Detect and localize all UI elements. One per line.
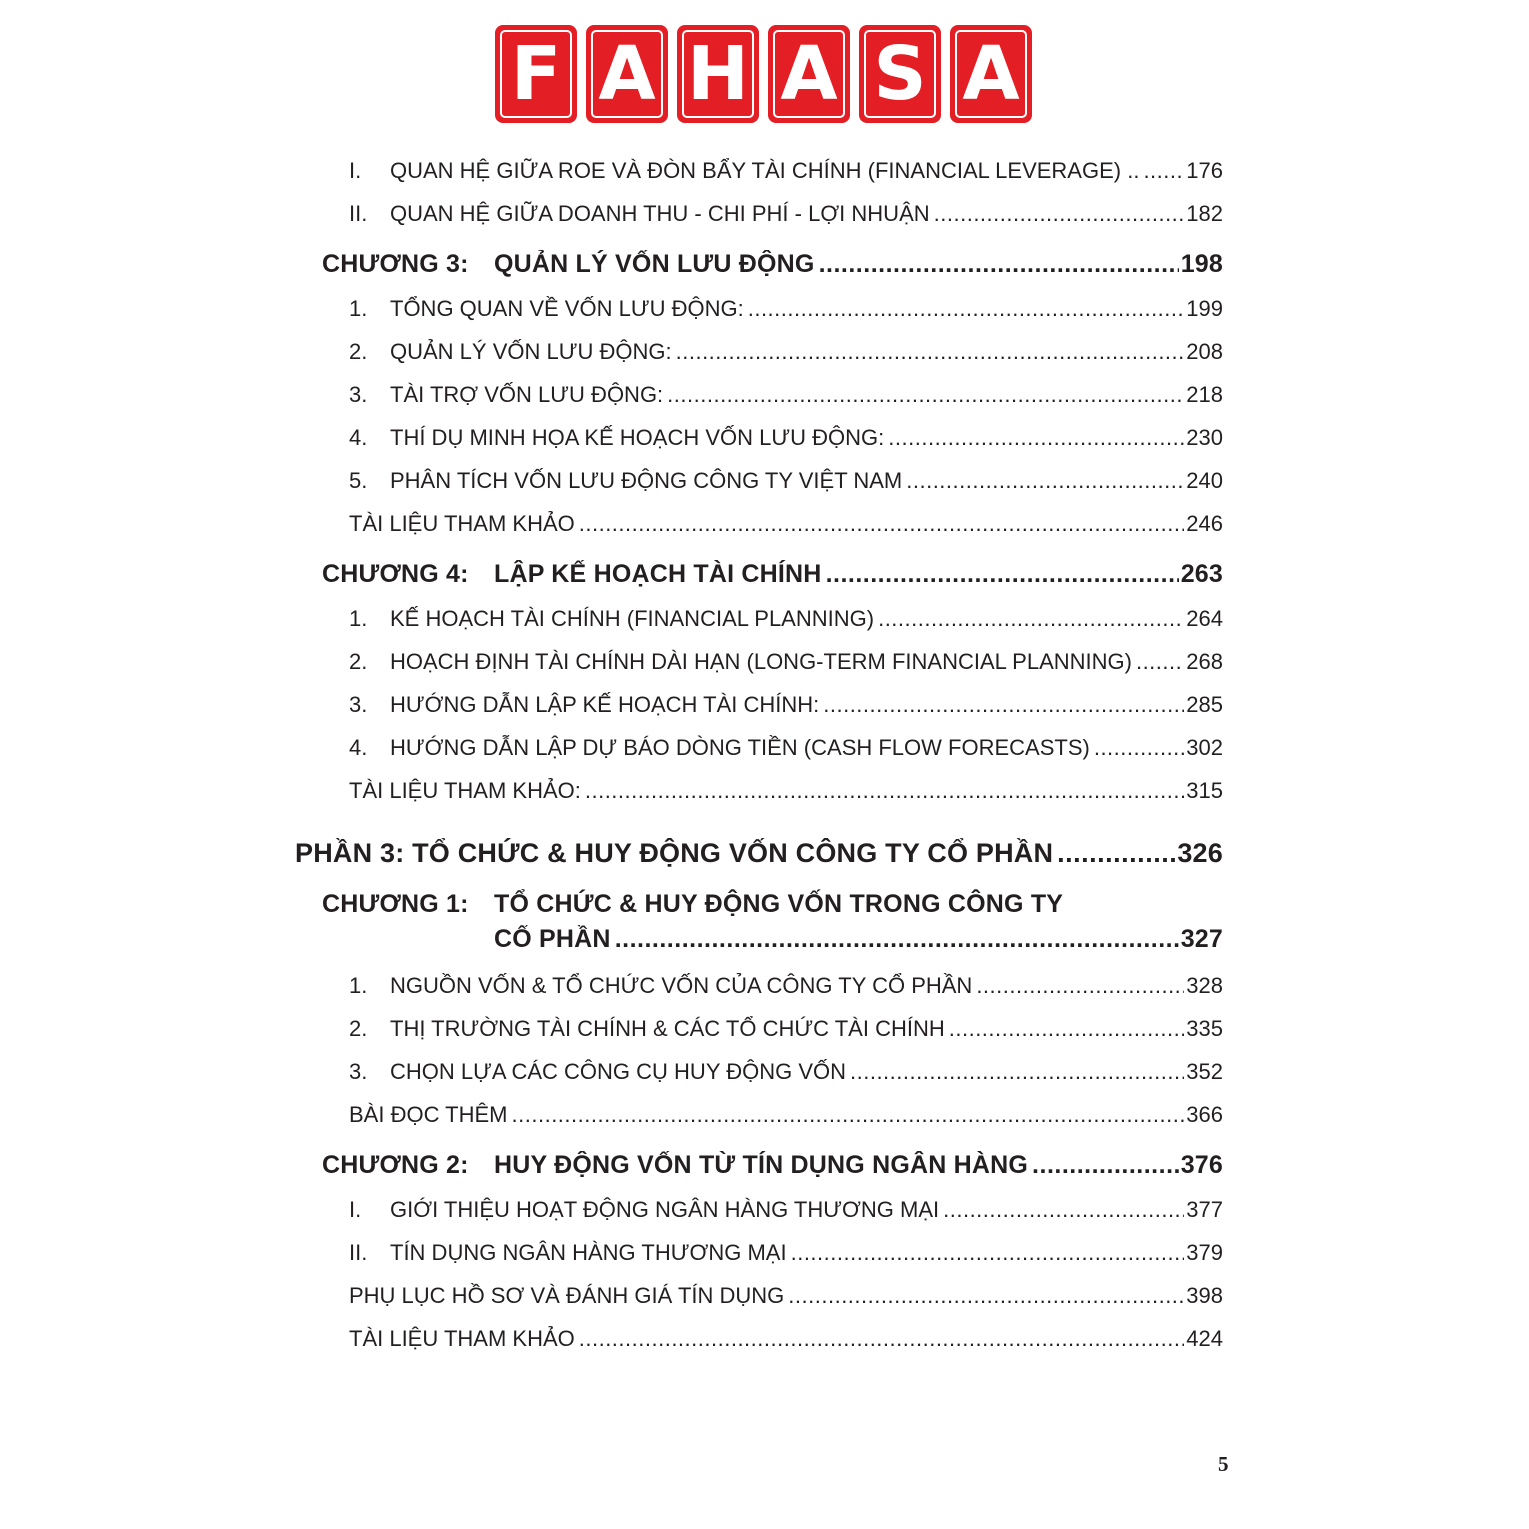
toc-dot-leader <box>934 201 1185 227</box>
toc-chapter-number: CHƯƠNG 3: <box>322 250 469 278</box>
toc-chapter-line <box>322 925 1223 954</box>
toc-entry <box>349 1102 1223 1128</box>
toc-dot-leader <box>579 1326 1185 1352</box>
toc-chapter-title-continued: CỔ PHẦN <box>494 925 611 953</box>
toc-entry-title: BÀI ĐỌC THÊM <box>349 1102 508 1127</box>
toc-page-number: 198 <box>1180 250 1223 278</box>
toc-entry <box>349 1197 1223 1223</box>
toc-entry-title: QUAN HỆ GIỮA ROE VÀ ĐÒN BẨY TÀI CHÍNH (FINANCIAL LEVERAGE) .. <box>390 158 1140 183</box>
toc-chapter-number: CHƯƠNG 1: <box>322 890 469 918</box>
page-number: 5 <box>1218 1452 1229 1476</box>
toc-entry-title: GIỚI THIỆU HOẠT ĐỘNG NGÂN HÀNG THƯƠNG MẠI <box>390 1197 940 1222</box>
toc-entry-number: 4. <box>349 735 368 760</box>
toc-page-number: 327 <box>1180 925 1223 953</box>
toc-entry-number: 3. <box>349 1059 368 1084</box>
toc-entry <box>349 1016 1223 1042</box>
toc-entry-title: TÀI LIỆU THAM KHẢO <box>349 1326 575 1351</box>
toc-dot-leader <box>943 1197 1184 1223</box>
toc-chapter-title: QUẢN LÝ VỐN LƯU ĐỘNG <box>494 250 815 278</box>
toc-chapter-number: CHƯƠNG 2: <box>322 1151 469 1179</box>
toc-dot-leader <box>823 692 1184 718</box>
toc-dot-leader <box>579 511 1185 537</box>
toc-entry <box>349 1059 1223 1085</box>
toc-entry-title: HƯỚNG DẪN LẬP DỰ BÁO DÒNG TIỀN (CASH FLOW FORECASTS) <box>390 735 1090 760</box>
toc-entry-number: 2. <box>349 339 368 364</box>
logo-letter: A <box>598 31 656 117</box>
toc-entry-number: 3. <box>349 382 368 407</box>
toc-entry-number: II. <box>349 1240 368 1265</box>
toc-dot-leader <box>791 1240 1185 1266</box>
toc-entry <box>349 606 1223 632</box>
toc-entry-title: TÀI TRỢ VỐN LƯU ĐỘNG: <box>390 382 664 407</box>
toc-chapter-heading <box>322 890 1223 954</box>
toc-page-number: 424 <box>1186 1326 1223 1351</box>
toc-page-number: 218 <box>1186 382 1223 407</box>
toc-chapter-heading <box>322 250 1223 279</box>
toc-entry-number: 2. <box>349 1016 368 1041</box>
toc-entry <box>349 1283 1223 1309</box>
toc-entry-title: QUẢN LÝ VỐN LƯU ĐỘNG: <box>390 339 672 364</box>
toc-chapter-title: LẬP KẾ HOẠCH TÀI CHÍNH <box>494 560 822 588</box>
toc-chapter-heading <box>322 560 1223 589</box>
toc-dot-leader <box>1032 1151 1179 1180</box>
toc-dot-leader <box>1057 838 1175 869</box>
toc-page-number: 240 <box>1186 468 1223 493</box>
toc-entry <box>349 296 1223 322</box>
toc-entry-title: TÀI LIỆU THAM KHẢO: <box>349 778 581 803</box>
toc-entry-title: QUAN HỆ GIỮA DOANH THU - CHI PHÍ - LỢI NHUẬN <box>390 201 930 226</box>
toc-entry <box>349 201 1223 227</box>
toc-page-number: 176 <box>1186 158 1223 183</box>
toc-entry-title: CHỌN LỰA CÁC CÔNG CỤ HUY ĐỘNG VỐN <box>390 1059 846 1084</box>
toc-entry <box>349 1326 1223 1352</box>
toc-page-number: 182 <box>1186 201 1223 226</box>
toc-page-number: 246 <box>1186 511 1223 536</box>
toc-dot-leader <box>585 778 1184 804</box>
toc-dot-leader <box>976 973 1184 999</box>
toc-entry <box>349 735 1223 761</box>
toc-part-title: PHẦN 3: TỔ CHỨC & HUY ĐỘNG VỐN CÔNG TY CỔ PHẦN <box>295 838 1054 868</box>
toc-page-number: 326 <box>1177 838 1223 868</box>
toc-page-number: 352 <box>1186 1059 1223 1084</box>
toc-entry-number: 1. <box>349 973 368 998</box>
toc-entry <box>349 1240 1223 1266</box>
toc-page-number: 264 <box>1186 606 1223 631</box>
toc-page-number: 366 <box>1186 1102 1223 1127</box>
toc-entry-number: II. <box>349 201 368 226</box>
toc-entry <box>349 158 1223 184</box>
logo-letter: A <box>962 31 1020 117</box>
toc-entry <box>349 973 1223 999</box>
toc-dot-leader <box>888 425 1184 451</box>
toc-entry-title: THÍ DỤ MINH HỌA KẾ HOẠCH VỐN LƯU ĐỘNG: <box>390 425 885 450</box>
toc-entry-number: 1. <box>349 606 368 631</box>
toc-chapter-title: HUY ĐỘNG VỐN TỪ TÍN DỤNG NGÂN HÀNG <box>494 1151 1029 1179</box>
toc-page-number: 376 <box>1180 1151 1223 1179</box>
toc-entry-number: I. <box>349 158 362 183</box>
toc-dot-leader <box>615 925 1179 954</box>
toc-entry-title: TÍN DỤNG NGÂN HÀNG THƯƠNG MẠI <box>390 1240 787 1265</box>
toc-entry-title: THỊ TRƯỜNG TÀI CHÍNH & CÁC TỔ CHỨC TÀI CHÍNH <box>390 1016 945 1041</box>
toc-dot-leader <box>788 1283 1184 1309</box>
toc-page-number: 328 <box>1186 973 1223 998</box>
toc-dot-leader <box>1143 158 1184 184</box>
toc-page-number: 199 <box>1186 296 1223 321</box>
toc-dot-leader <box>826 560 1179 589</box>
toc-entry-title: TỔNG QUAN VỀ VỐN LƯU ĐỘNG: <box>390 296 744 321</box>
toc-page-number: 315 <box>1186 778 1223 803</box>
toc-dot-leader <box>1136 649 1184 675</box>
logo-letter: S <box>873 31 927 117</box>
toc-entry-number: 3. <box>349 692 368 717</box>
toc-part-heading <box>295 838 1223 869</box>
toc-entry-title: PHÂN TÍCH VỐN LƯU ĐỘNG CÔNG TY VIỆT NAM <box>390 468 903 493</box>
toc-page-number: 335 <box>1186 1016 1223 1041</box>
toc-page-number: 230 <box>1186 425 1223 450</box>
toc-dot-leader <box>878 606 1184 632</box>
toc-entry <box>349 425 1223 451</box>
toc-entry <box>349 382 1223 408</box>
toc-entry <box>349 649 1223 675</box>
toc-entry-title: PHỤ LỤC HỒ SƠ VÀ ĐÁNH GIÁ TÍN DỤNG <box>349 1283 785 1308</box>
toc-dot-leader <box>850 1059 1184 1085</box>
toc-page-number: 379 <box>1186 1240 1223 1265</box>
toc-page-number: 285 <box>1186 692 1223 717</box>
toc-page-number: 302 <box>1186 735 1223 760</box>
toc-chapter-title: TỔ CHỨC & HUY ĐỘNG VỐN TRONG CÔNG TY <box>494 890 1064 918</box>
toc-entry <box>349 339 1223 365</box>
toc-dot-leader <box>906 468 1184 494</box>
logo-letter: H <box>687 31 749 117</box>
toc-page-number: 268 <box>1186 649 1223 674</box>
toc-entry <box>349 692 1223 718</box>
toc-dot-leader <box>949 1016 1185 1042</box>
toc-entry-number: I. <box>349 1197 362 1222</box>
toc-entry <box>349 468 1223 494</box>
toc-chapter-number: CHƯƠNG 4: <box>322 560 469 588</box>
toc-entry-number: 2. <box>349 649 368 674</box>
toc-dot-leader <box>1094 735 1184 761</box>
toc-entry-number: 4. <box>349 425 368 450</box>
toc-chapter-line <box>322 890 1223 919</box>
toc-page-number: 263 <box>1180 560 1223 588</box>
toc-entry <box>349 511 1223 537</box>
toc-dot-leader <box>819 250 1179 279</box>
toc-page-number: 208 <box>1186 339 1223 364</box>
toc-dot-leader <box>748 296 1185 322</box>
toc-entry-title: TÀI LIỆU THAM KHẢO <box>349 511 575 536</box>
toc-dot-leader <box>676 339 1185 365</box>
toc-entry-number: 1. <box>349 296 368 321</box>
toc-dot-leader <box>667 382 1184 408</box>
toc-dot-leader <box>512 1102 1185 1128</box>
logo-letter: A <box>780 31 838 117</box>
toc-entry-title: NGUỒN VỐN & TỔ CHỨC VỐN CỦA CÔNG TY CỔ PHẦN <box>390 973 973 998</box>
toc-entry-number: 5. <box>349 468 368 493</box>
toc-entry-title: HOẠCH ĐỊNH TÀI CHÍNH DÀI HẠN (LONG-TERM FINANCIAL PLANNING) <box>390 649 1132 674</box>
toc-page-number: 398 <box>1186 1283 1223 1308</box>
logo-letter: F <box>510 31 562 117</box>
toc-page-number: 377 <box>1186 1197 1223 1222</box>
toc-chapter-heading <box>322 1151 1223 1180</box>
toc-entry-title: KẾ HOẠCH TÀI CHÍNH (FINANCIAL PLANNING) <box>390 606 875 631</box>
toc-entry <box>349 778 1223 804</box>
toc-entry-title: HƯỚNG DẪN LẬP KẾ HOẠCH TÀI CHÍNH: <box>390 692 820 717</box>
